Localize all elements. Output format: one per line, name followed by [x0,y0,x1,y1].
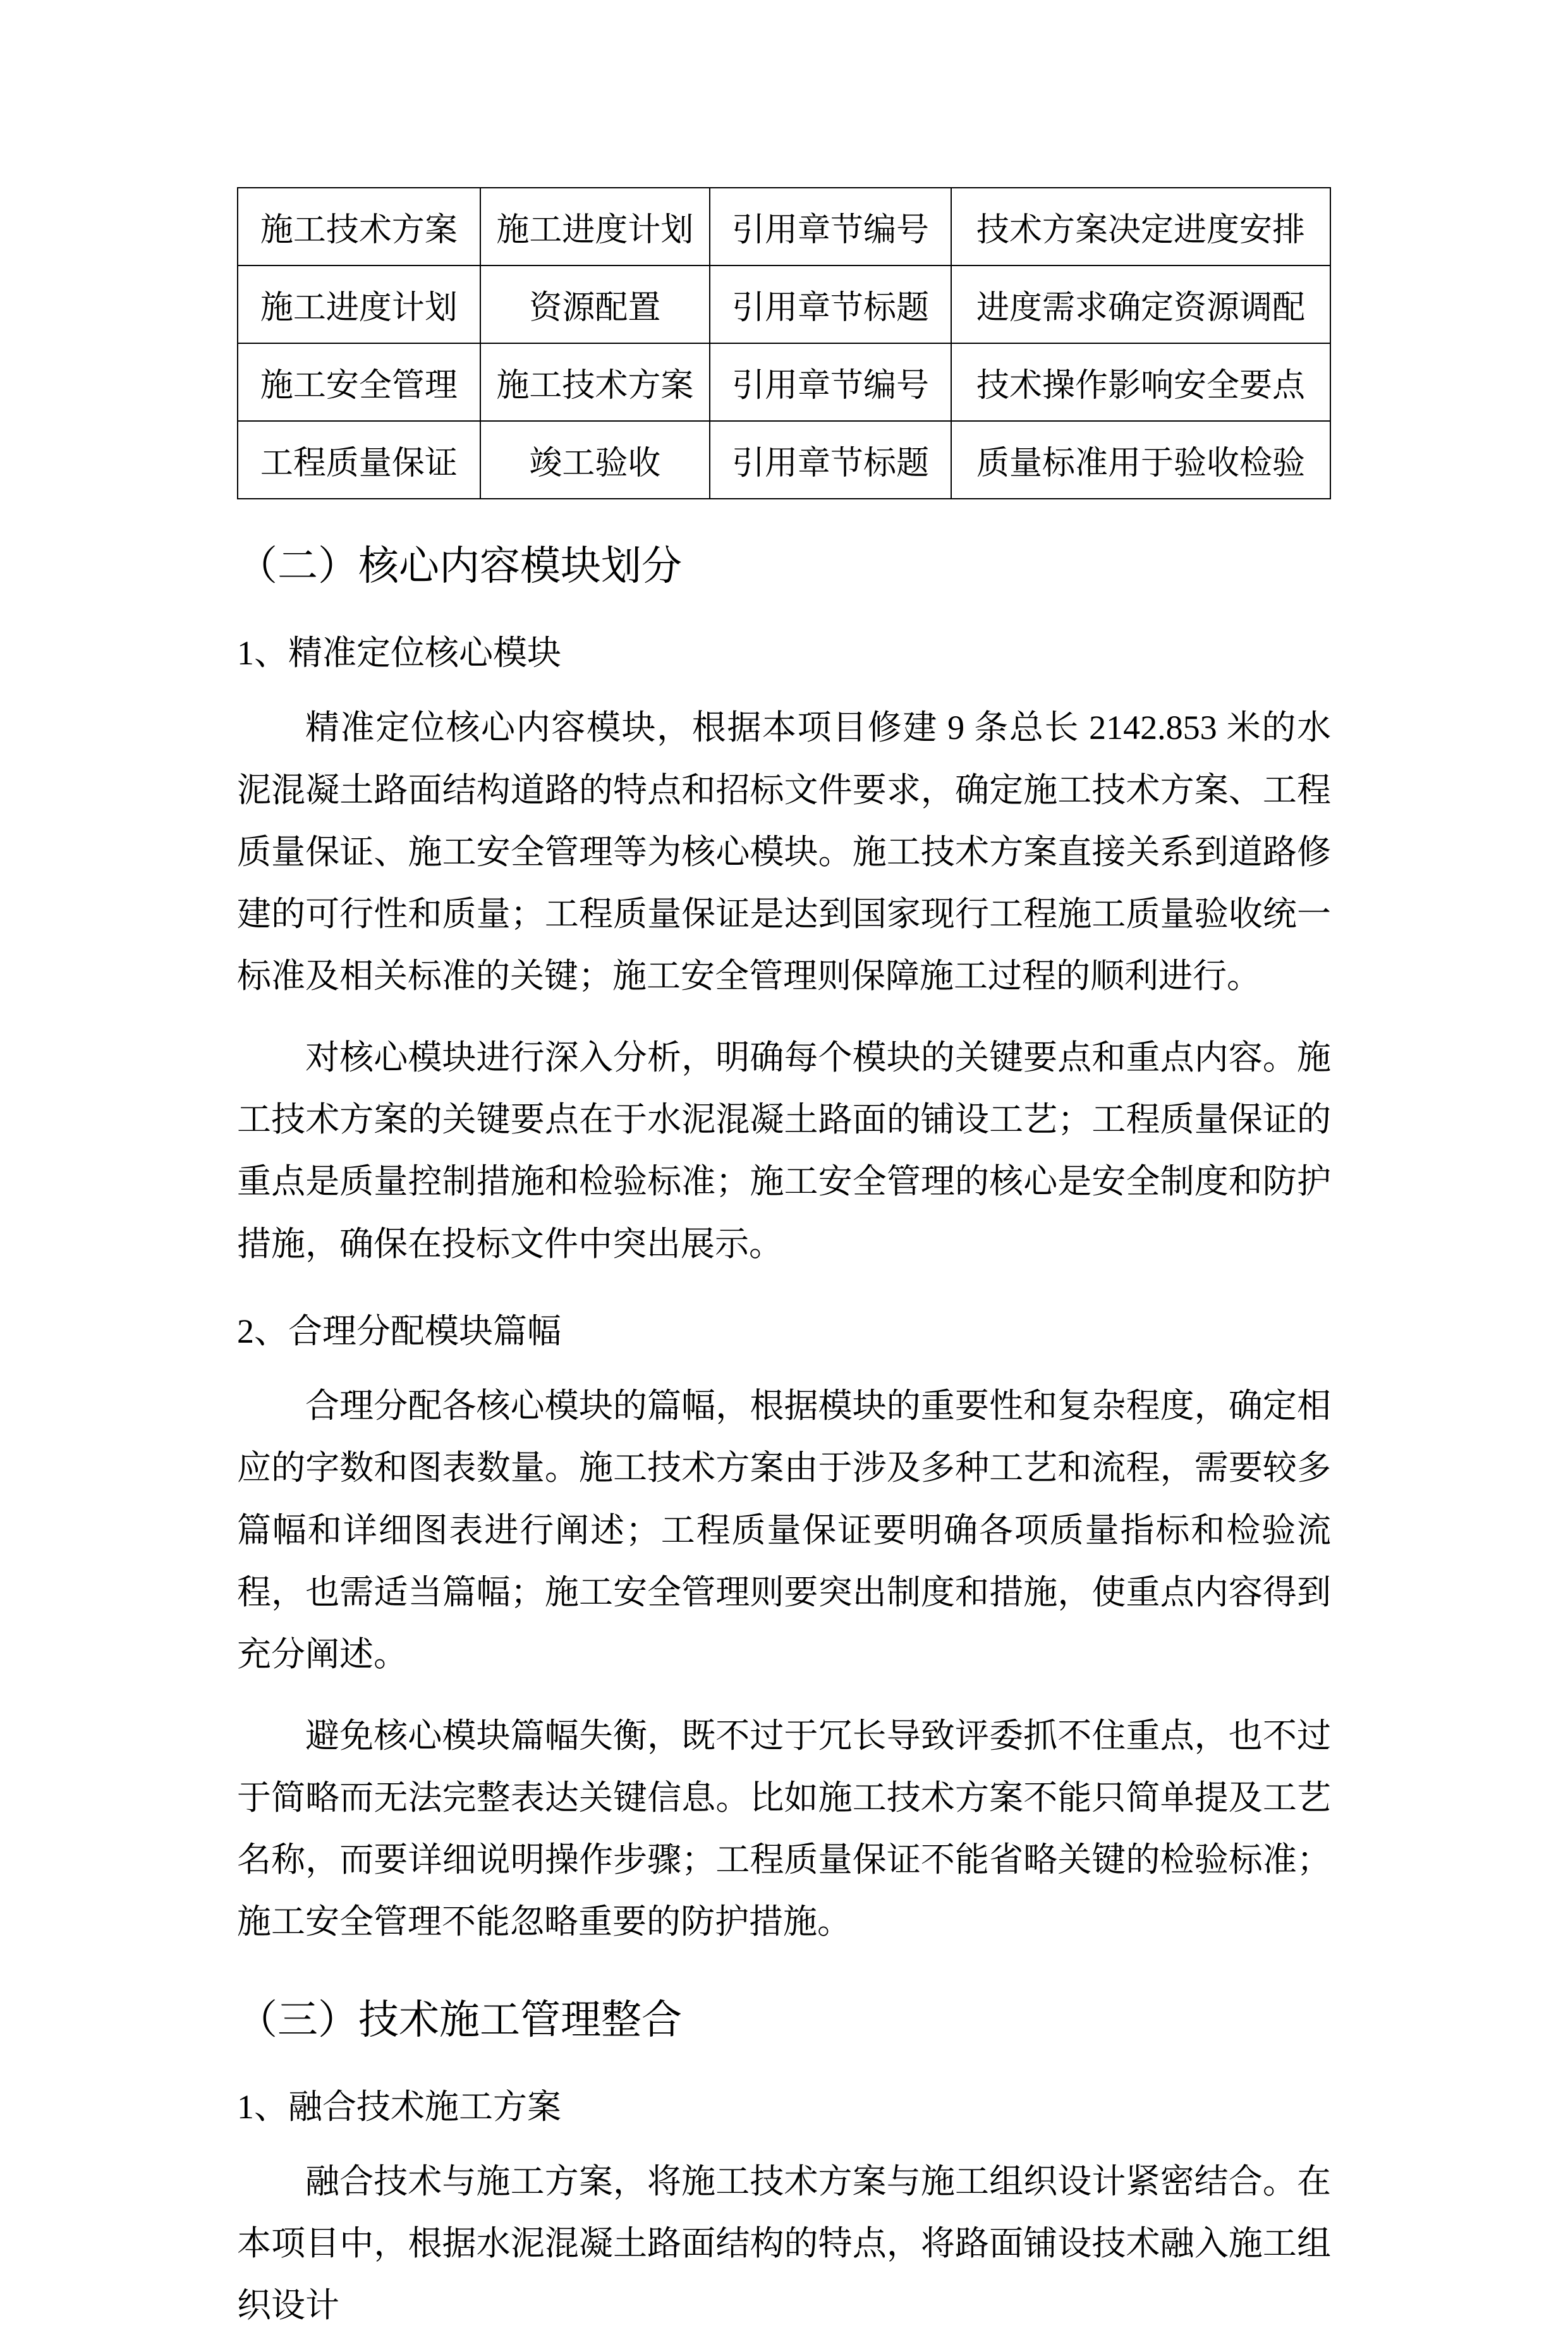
table-cell: 施工技术方案 [238,188,480,265]
table-row [238,265,1330,343]
table-cell: 资源配置 [480,265,710,343]
table-cell: 引用章节编号 [710,343,951,421]
table-row [238,188,1330,265]
table-cell: 技术方案决定进度安排 [951,188,1330,265]
sub-heading-2: 2、合理分配模块篇幅 [237,1312,561,1350]
section-heading-3: （三）技术施工管理整合 [237,1997,682,2042]
table-cell: 引用章节编号 [710,188,951,265]
paragraph: 对核心模块进行深入分析，明确每个模块的关键要点和重点内容。施工技术方案的关键要点在于水泥混凝土路面的铺设工艺；工程质量保证的重点是质量控制措施和检验标准；施工安全管理的核心是安全制度和防护措施，确保在投标文件中突出展示。 [237,1038,1331,1263]
table-row [238,421,1330,499]
table-cell: 质量标准用于验收检验 [951,421,1330,499]
paragraph: 合理分配各核心模块的篇幅，根据模块的重要性和复杂程度，确定相应的字数和图表数量。施工技术方案由于涉及多种工艺和流程，需要较多篇幅和详细图表进行阐述；工程质量保证要明确各项质量指标和检验流程，也需适当篇幅；施工安全管理则要突出制度和措施，使重点内容得到充分阐述。 [237,1387,1331,1674]
section-heading-2: （二）核心内容模块划分 [237,544,682,589]
table-cell: 工程质量保证 [238,421,480,499]
paragraph: 融合技术与施工方案，将施工技术方案与施工组织设计紧密结合。在本项目中，根据水泥混凝土路面结构的特点，将路面铺设技术融入施工组织设计 [237,2162,1331,2325]
table-cell: 施工进度计划 [480,188,710,265]
table-cell: 施工进度计划 [238,265,480,343]
table-cell: 施工安全管理 [238,343,480,421]
table-cell: 竣工验收 [480,421,710,499]
paragraph: 精准定位核心内容模块，根据本项目修建 9 条总长 2142.853 米的水泥混凝土路面结构道路的特点和招标文件要求，确定施工技术方案、工程质量保证、施工安全管理等为核心模块。施工技术方案直接关系到道路修建的可行性和质量；工程质量保证是达到国家现行工程施工质量验收统一标准及相关标准的关键；施工安全管理则保障施工过程的顺利进行。 [237,709,1331,996]
reference-table [237,187,1331,499]
table-cell: 引用章节标题 [710,421,951,499]
sub-heading-1: 1、精准定位核心模块 [237,634,561,672]
paragraph: 避免核心模块篇幅失衡，既不过于冗长导致评委抓不住重点，也不过于简略而无法完整表达关键信息。比如施工技术方案不能只简单提及工艺名称，而要详细说明操作步骤；工程质量保证不能省略关键的检验标准；施工安全管理不能忽略重要的防护措施。 [237,1716,1331,1941]
sub-heading-3: 1、融合技术施工方案 [237,2087,561,2126]
table-cell: 引用章节标题 [710,265,951,343]
table-cell: 进度需求确定资源调配 [951,265,1330,343]
table-row [238,343,1330,421]
table-cell: 施工技术方案 [480,343,710,421]
table-cell: 技术操作影响安全要点 [951,343,1330,421]
